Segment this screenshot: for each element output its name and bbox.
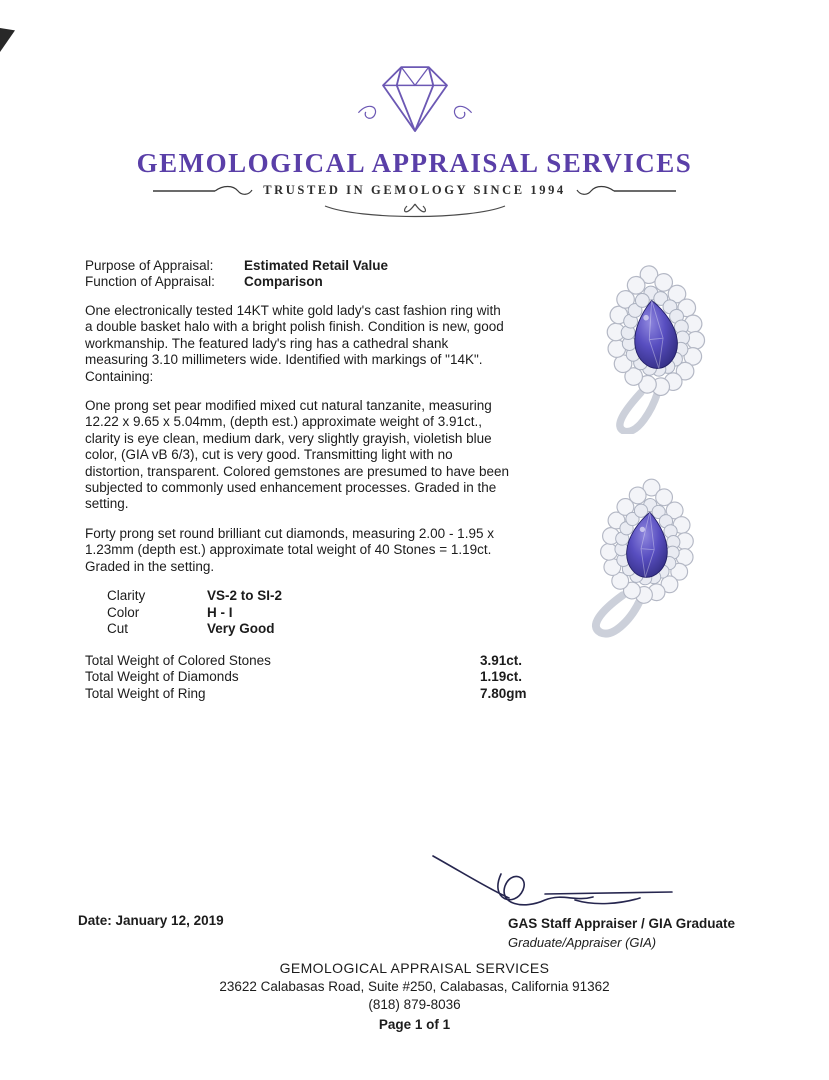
grade-row-color [107,605,510,622]
flourish-left-icon [153,184,253,198]
footer-phone: (818) 879-8036 [368,997,461,1012]
footer-company: GEMOLOGICAL APPRAISAL SERVICES [279,960,550,976]
page-number: Page 1 of 1 [378,1016,451,1032]
purpose-label: Purpose of Appraisal: [85,258,214,273]
total-ring-value: 7.80gm [480,685,527,701]
clarity-value: VS-2 to SI-2 [207,588,283,604]
appraiser-signature [425,848,685,912]
cut-value: Very Good [207,621,275,637]
date-line [78,913,224,928]
cut-label: Cut [107,621,129,637]
total-diamonds-value: 1.19ct. [480,669,523,685]
color-label: Color [107,604,140,620]
grade-row-clarity [107,588,510,605]
appraiser-subtitle: Graduate/Appraiser (GIA) [508,935,657,950]
weight-totals [85,653,545,703]
total-diamonds-label: Total Weight of Diamonds [85,669,239,685]
grade-row-cut [107,621,510,638]
appraisal-body [85,258,527,702]
description-paragraph-tanzanite: One prong set pear modified mixed cut natural tanzanite, measuring 12.22 x 9.65 x 5.04mm, (depth est.) approximate weight of 3.91ct., clarity is eye clean, medium dark, very slightly grayish, violetish blue color, (GIA vB 6/3), cut is very good. Transmitting light with no distortion, transparent. Colored gemstones are presumed to have been subjected to commonly used enhancement processes. Graded in the setting. [85,398,509,512]
company-title: GEMOLOGICAL APPRAISAL SERVICES [136,148,693,178]
footer-address: 23622 Calabasas Road, Suite #250, Calabasas, California 91362 [219,978,610,994]
date-label: Date: [78,913,112,928]
certificate-footer [0,959,829,1034]
date-value: January 12, 2019 [115,913,224,928]
total-row-diamonds [85,669,545,686]
appraiser-block [508,916,735,950]
certificate-header [0,58,829,222]
total-colored-stones-label: Total Weight of Colored Stones [85,652,271,668]
under-ornament-icon [315,200,515,222]
description-paragraph-ring: One electronically tested 14KT white gold lady's cast fashion ring with a double basket halo with a bright polish finish. Condition is new, good workmanship. The featured lady's ring has a cathedral shank measuring 3.10 millimeters wide. Identified with markings of "14K". Containing: [85,303,504,384]
company-tagline: TRUSTED IN GEMOLOGY SINCE 1994 [263,183,566,197]
clarity-label: Clarity [107,588,146,604]
function-label: Function of Appraisal: [85,274,215,289]
ring-photo-top [560,254,752,434]
diamond-grades [107,588,510,638]
diamond-logo-icon [351,58,479,142]
appraiser-title: GAS Staff Appraiser / GIA Graduate [508,916,736,931]
flourish-right-icon [576,184,676,198]
total-colored-stones-value: 3.91ct. [480,652,523,668]
description-paragraph-diamonds: Forty prong set round brilliant cut diamonds, measuring 2.00 - 1.95 x 1.23mm (depth est.) approximate total weight of 40 Stones = 1.19ct. Graded in the setting. [85,525,494,574]
total-row-colored-stones [85,653,545,670]
ring-photo-bottom [549,468,745,640]
function-value: Comparison [244,274,323,289]
purpose-value: Estimated Retail Value [244,258,389,273]
scan-artifact-mark [0,28,15,52]
total-ring-label: Total Weight of Ring [85,685,206,701]
total-row-ring [85,686,545,703]
color-value: H - I [207,604,233,620]
